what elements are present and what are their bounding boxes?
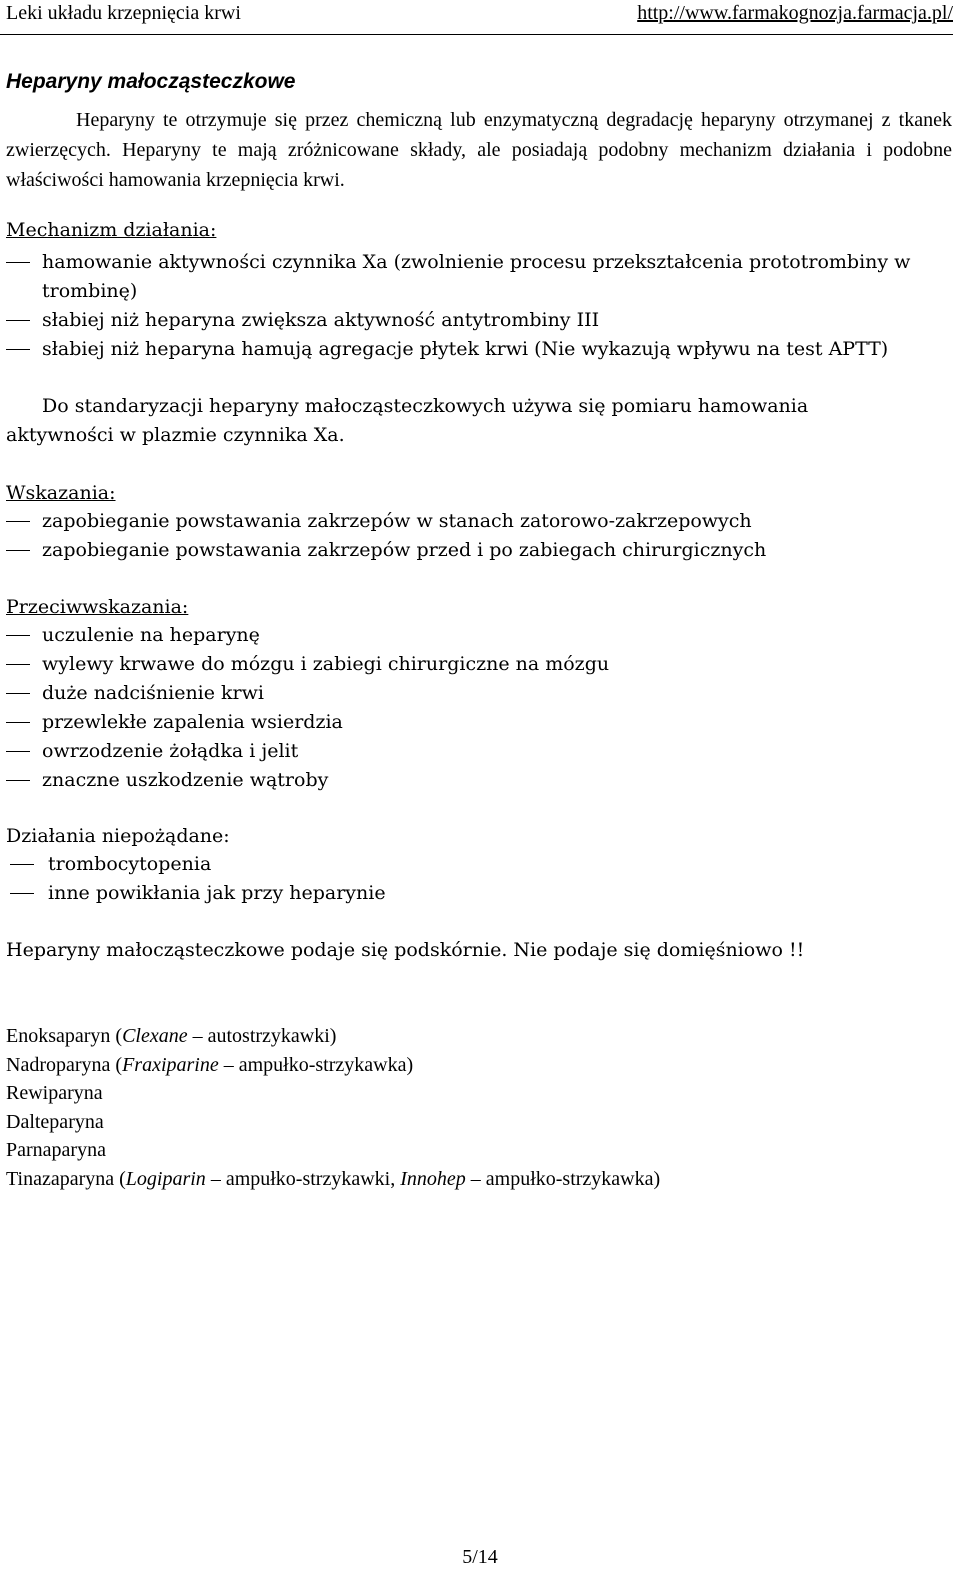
dash-bullet-icon	[6, 751, 30, 752]
drug-item-dalteparin: Dalteparyna	[6, 1110, 104, 1133]
page-header	[0, 0, 953, 35]
brand-name: Innohep	[400, 1167, 466, 1190]
dash-bullet-icon	[6, 635, 30, 636]
dash-bullet-icon	[10, 864, 34, 865]
contraindications-heading: Przeciwwskazania:	[6, 596, 189, 618]
standardization-note: Do standaryzacji heparyny małocząsteczkowych używa się pomiaru hamowania aktywności w plazmie czynnika Xa.	[6, 395, 809, 446]
list-item: słabiej niż heparyna zwiększa aktywność antytrombiny III	[6, 306, 952, 335]
brand-name: Fraxiparine	[122, 1053, 219, 1076]
list-item: przewlekłe zapalenia wsierdzia	[6, 708, 952, 737]
dash-bullet-icon	[6, 722, 30, 723]
brand-name: Clexane	[122, 1025, 188, 1047]
drug-item-nadroparin: Nadroparyna (Fraxiparine – ampułko-strzykawka)	[6, 1053, 414, 1076]
drug-item-enoxaparin: Enoksaparyn (Clexane – autostrzykawki)	[6, 1025, 337, 1047]
drug-item-parnaparin: Parnaparyna	[6, 1139, 106, 1162]
list-item: owrzodzenie żołądka i jelit	[6, 737, 952, 766]
list-item: inne powikłania jak przy heparynie	[6, 879, 952, 908]
drug-list	[6, 1022, 660, 1194]
intro-paragraph: Heparyny te otrzymuje się przez chemiczną lub enzymatyczną degradację heparyny otrzymanej z tkanek zwierzęcych. Heparyny te mają zróżnicowane składy, ale posiadają podobny mechanizm działania i podobne właściwości hamowania krzepnięcia krwi.	[6, 109, 952, 191]
section-title: Heparyny małocząsteczkowe	[6, 70, 296, 93]
list-item: hamowanie aktywności czynnika Xa (zwolnienie procesu przekształcenia prototrombiny w trombinę)	[6, 248, 952, 306]
page-number: 5/14	[462, 1546, 498, 1568]
header-url-link[interactable]: http://www.farmakognozja.farmacja.pl/	[637, 2, 953, 24]
dash-bullet-icon	[6, 780, 30, 781]
list-item: zapobieganie powstawania zakrzepów w stanach zatorowo-zakrzepowych	[6, 507, 952, 536]
mechanism-heading: Mechanizm działania:	[6, 219, 217, 241]
drug-item-tinzaparin: Tinazaparyna (Logiparin – ampułko-strzykawki, Innohep – ampułko-strzykawka)	[6, 1167, 661, 1190]
list-item: trombocytopenia	[6, 850, 952, 879]
list-item: zapobieganie powstawania zakrzepów przed i po zabiegach chirurgicznych	[6, 536, 952, 565]
indications-list	[6, 507, 952, 565]
dash-bullet-icon	[6, 521, 30, 522]
list-item: wylewy krwawe do mózgu i zabiegi chirurgiczne na mózgu	[6, 650, 952, 679]
dash-bullet-icon	[10, 893, 34, 894]
dash-bullet-icon	[6, 550, 30, 551]
administration-note: Heparyny małocząsteczkowe podaje się podskórnie. Nie podaje się domięśniowo !!	[6, 939, 805, 961]
brand-name: Logiparin	[125, 1167, 206, 1190]
dash-bullet-icon	[6, 349, 30, 350]
list-item: duże nadciśnienie krwi	[6, 679, 952, 708]
header-title: Leki układu krzepnięcia krwi	[6, 2, 241, 24]
dash-bullet-icon	[6, 320, 30, 321]
dash-bullet-icon	[6, 693, 30, 694]
list-item: uczulenie na heparynę	[6, 621, 952, 650]
indications-heading: Wskazania:	[6, 482, 116, 504]
side-effects-heading: Działania niepożądane:	[6, 825, 230, 847]
list-item: znaczne uszkodzenie wątroby	[6, 766, 952, 795]
drug-item-reviparin: Rewiparyna	[6, 1082, 103, 1105]
list-item: słabiej niż heparyna hamują agregacje płytek krwi (Nie wykazują wpływu na test APTT)	[6, 335, 952, 364]
contraindications-list	[6, 621, 952, 795]
dash-bullet-icon	[6, 664, 30, 665]
dash-bullet-icon	[6, 262, 30, 263]
side-effects-list	[6, 850, 952, 908]
mechanism-list	[6, 248, 952, 364]
